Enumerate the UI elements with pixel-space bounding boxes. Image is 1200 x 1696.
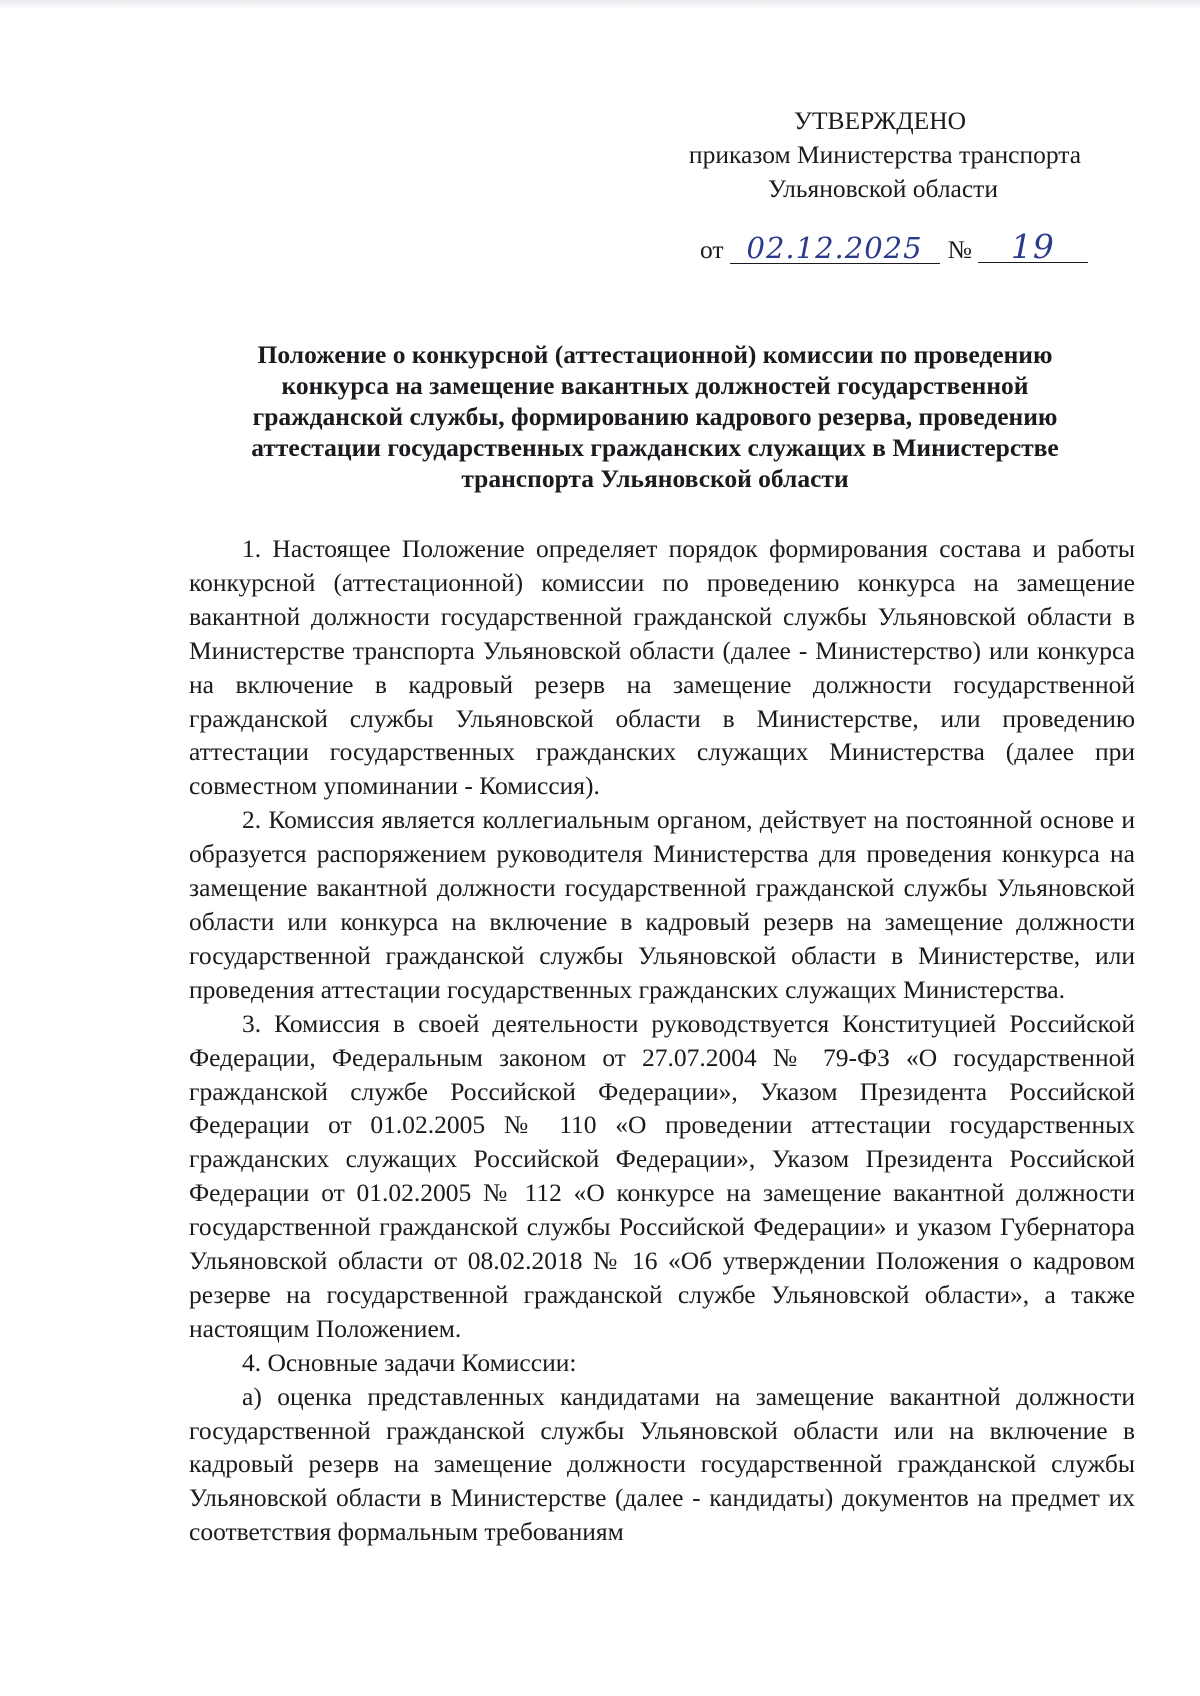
document-body (189, 532, 1135, 1549)
title-line: конкурса на замещение вакантных должностей государственной (281, 371, 1029, 400)
number-sign: № (947, 235, 972, 264)
paragraph-2: 2. Комиссия является коллегиальным органом, действует на постоянной основе и образуется распоряжением руководителя Министерства для проведения конкурса на замещение вакантной должности государственной гражданской службы Ульяновской области или конкурса на включение в кадровый резерв на замещение должности государственной гражданской службы Ульяновской области в Министерстве, или проведения аттестации государственных гражданских служащих Министерства. (189, 805, 1135, 1004)
paragraph-1: 1. Настоящее Положение определяет порядок формирования состава и работы конкурсной (аттестационной) комиссии по проведению конкурса на замещение вакантной должности государственной гражданской службы Ульяновской области в Министерстве транспорта Ульяновской области (далее - Министерство) или конкурса на включение в кадровый резерв на замещение должности государственной гражданской службы Ульяновской области в Министерстве, или проведению аттестации государственных гражданских служащих Министерства (далее при совместном упоминании - Комиссия). (189, 534, 1135, 801)
scan-edge (0, 0, 1200, 9)
document-title (190, 339, 1120, 494)
order-date-line (700, 227, 1088, 267)
title-line: гражданской службы, формированию кадрового резерва, проведению (252, 402, 1058, 431)
approval-stamp (640, 104, 1130, 206)
paragraph-4-heading: 4. Основные задачи Комиссии: (242, 1347, 577, 1377)
approval-heading: УТВЕРЖДЕНО (793, 106, 967, 135)
handwritten-number: 19 (978, 232, 1088, 263)
paragraph-3: 3. Комиссия в своей деятельности руководствуется Конституцией Российской Федерации, Федеральным законом от 27.07.2004 № 79-ФЗ «О государственной гражданской службе Российской Федерации», Указом Президента Российской Федерации от 01.02.2005 № 110 «О проведении аттестации государственных гражданских служащих Российской Федерации», Указом Президента Российской Федерации от 01.02.2005 № 112 «О конкурсе на замещение вакантной должности государственной гражданской службы Российской Федерации» и указом Губернатора Ульяновской области от 08.02.2018 № 16 «Об утверждении Положения о кадровом резерве на государственной гражданской службе Ульяновской области», а также настоящим Положением. (189, 1008, 1135, 1343)
approval-region-line: Ульяновской области (768, 174, 998, 203)
title-line: аттестации государственных гражданских служащих в Министерстве (251, 433, 1059, 462)
title-line: Положение о конкурсной (аттестационной) комиссии по проведению (257, 340, 1053, 369)
approval-order-line: приказом Министерства транспорта (688, 140, 1082, 169)
handwritten-date: 02.12.2025 (730, 233, 940, 264)
paragraph-4a: а) оценка представленных кандидатами на замещение вакантной должности государственной гражданской службы Ульяновской области или на включение в кадровый резерв на замещение должности государственной гражданской службы Ульяновской области в Министерстве (далее - кандидаты) документов на предмет их соответствия формальным требованиям (189, 1381, 1135, 1547)
title-line: транспорта Ульяновской области (461, 464, 849, 493)
date-prefix: от (700, 235, 724, 264)
